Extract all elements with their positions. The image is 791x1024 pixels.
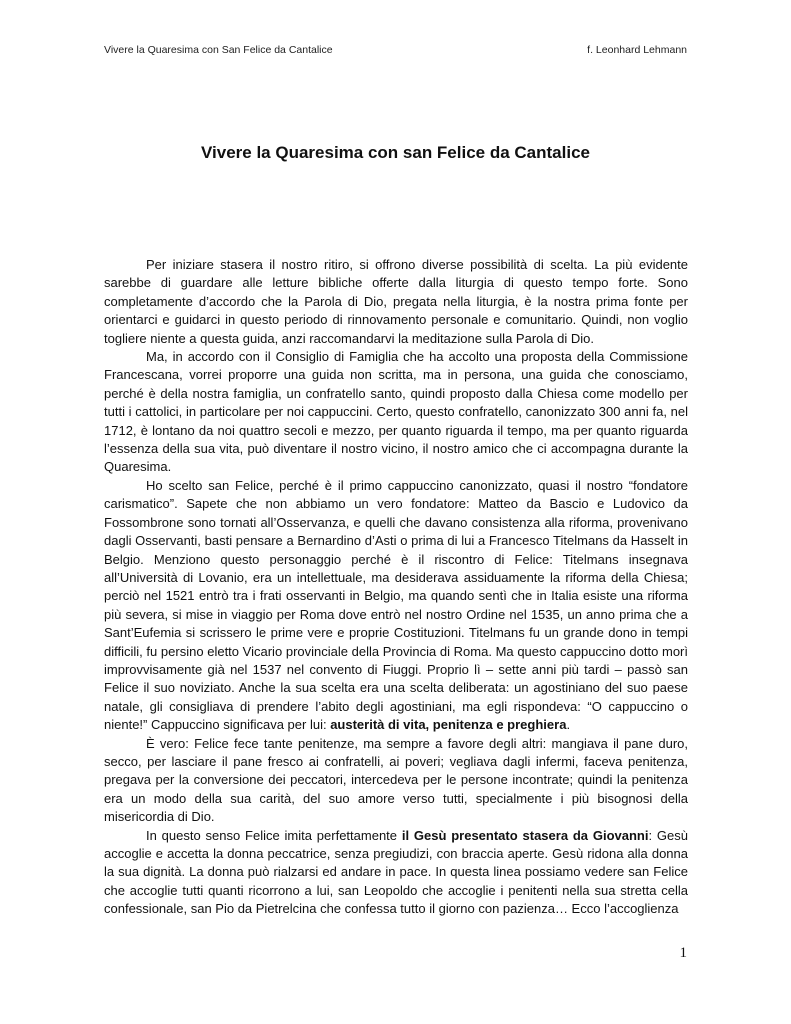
- bold-phrase: il Gesù presentato stasera da Giovanni: [401, 827, 649, 843]
- header-left-title: Vivere la Quaresima con San Felice da Cantalice: [104, 44, 333, 56]
- page-header: [104, 44, 687, 56]
- paragraph: [104, 348, 688, 477]
- document-title: Vivere la Quaresima con san Felice da Cantalice: [201, 143, 590, 162]
- paragraph-text: È vero: Felice fece tante penitenze, ma sempre a favore degli altri: mangiava il pane duro, secco, per lasciare il pane fresco ai confratelli, ai poveri; vegliava dagli infermi, faceva penitenza, pregava per la conversione dei peccatori, intercedeva per le persone incontrate; quindi la penitenza era un modo della sua carità, del suo amore verso tutti, specialmente i più bisognosi della misericordia di Dio.: [104, 735, 688, 825]
- page-number: 1: [679, 945, 687, 961]
- paragraph: [104, 735, 688, 827]
- paragraph-text: Per iniziare stasera il nostro ritiro, si offrono diverse possibilità di scelta. La più evidente sarebbe di guardare alle letture bibliche offerte dalla liturgia di questo tempo forte. Sono completamente d’accordo che la Parola di Dio, pregata nella liturgia, è la nostra prima fonte per orientarci e guidarci in questo periodo di rinnovamento personale e comunitario. Quindi, non voglio togliere niente a questa guida, anzi raccomandarvi la meditazione sulla Parola di Dio.: [104, 257, 688, 346]
- paragraph-text: In questo senso Felice imita perfettamente: [146, 827, 402, 843]
- paragraph-text: Ho scelto san Felice, perché è il primo cappuccino canonizzato, quasi il nostro “fondatore carismatico”. Sapete che non abbiamo un vero fondatore: Matteo da Bascio e Ludovico da Fossombrone sono tornati all’Osservanza, e quelli che davano consistenza alla riforma, provenivano dagli Osservanti, basti pensare a Bernardino d’Asti o prima di lui a Francesco Titelmans da Hasselt in Belgio. Menziono questo personaggio perché è il riscontro di Felice: Titelmans insegnava all’Università di Lovanio, era un intellettuale, ma desiderava assiduamente la riforma della Chiesa; perciò nel 1521 entrò tra i frati osservanti in Belgio, ma quando sentì che in Italia esiste una riforma più severa, si mise in viaggio per Roma dove entrò nel nostro Ordine nel 1535, un anno prima che a Sant’Eufemia si scrissero le prime vere e proprie Costituzioni. Titelmans fu un grande dono in tempi difficili, fu persino eletto Vicario provinciale della Provincia di Roma. Ma questo cappuccino dotto morì improvvisamente già nel 1537 nel convento di Fiuggi. Proprio lì – sette anni più tardi – passò san Felice il suo noviziato. Anche la sua scelta era una scelta deliberata: un agostiniano del suo paese natale, gli consigliava di prendere l’abito degli agostiniani, ma egli rispondeva: “O cappuccino o niente!” Cappuccino significava per lui:: [104, 477, 688, 733]
- paragraph-text-after: : Gesù accoglie e accetta la donna peccatrice, senza pregiudizi, con braccia aperte. Gesù ridona alla donna la sua dignità. La donna può rialzarsi ed andare in pace. In questa linea possiamo vedere san Felice che accoglie tutti quanti ricorrono a lui, san Leopoldo che accoglie i penitenti nella sua stretta cella confessionale, san Pio da Pietrelcina che confessa tutto il giorno con pazienza… Ecco l’accoglienza: [104, 827, 688, 917]
- paragraph: [104, 256, 688, 348]
- bold-phrase: austerità di vita, penitenza e preghiera: [330, 717, 567, 733]
- paragraph-text: Ma, in accordo con il Consiglio di Famiglia che ha accolto una proposta della Commissione Francescana, vorrei proporre una guida non scritta, ma in persona, una guida che conosciamo, perché è della nostra famiglia, un confratello santo, quindi proposto dalla Chiesa come modello per tutti i cattolici, in particolare per noi cappuccini. Certo, questo confratello, canonizzato 300 anni fa, nel 1712, è lontano da noi quattro secoli e mezzo, per quanto riguarda il tempo, ma per quanto riguarda l’essenza della sua vita, può diventare il nostro vicino, il nostro amico che ci accompagna durante la Quaresima.: [104, 349, 688, 475]
- paragraph: [104, 827, 688, 919]
- paragraph: [104, 477, 688, 735]
- paragraph-text-after: .: [566, 717, 571, 733]
- header-author: f. Leonhard Lehmann: [587, 44, 687, 56]
- document-body: [104, 256, 688, 919]
